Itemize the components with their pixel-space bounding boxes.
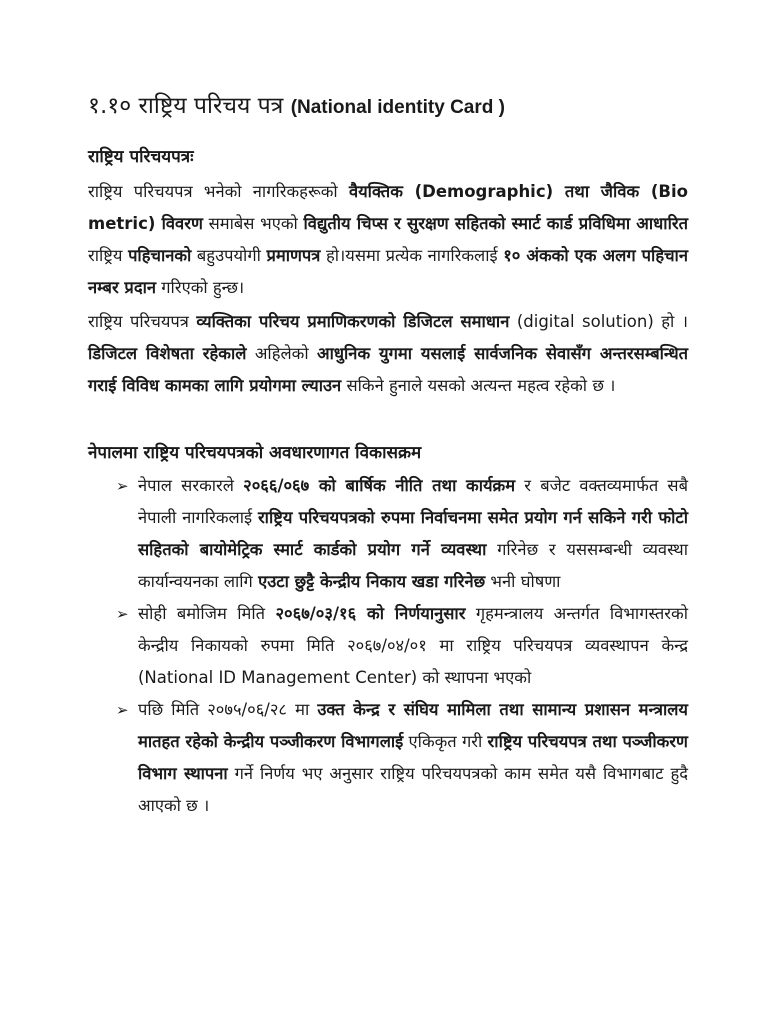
bold-text-run: पहिचानको: [128, 246, 192, 265]
text-run: अहिलेको: [246, 344, 317, 363]
text-run: गरिनेछ र यससम्बन्धी व्यवस्था कार्यान्वयनका लागि: [138, 540, 689, 591]
bold-text-run: २०६७/०३/१६ को निर्णयानुसार: [275, 604, 466, 623]
text-run: र बजेट वक्तव्यमार्फत सबै नेपाली नागरिकलाई: [138, 476, 688, 527]
bullet-list: [88, 470, 688, 822]
text-run: राष्ट्रिय परिचयपत्र भनेको नागरिकहरूको: [88, 182, 349, 201]
text-run: पछि मिति २०७५/०६/२८ मा: [138, 700, 318, 719]
text-run: एकिकृत गरी: [403, 732, 488, 751]
bold-text-run: एउटा छुट्टै केन्द्रीय निकाय खडा गरिनेछ: [258, 572, 486, 591]
page-title: [88, 88, 688, 126]
paragraph-digital-solution: [88, 306, 688, 402]
section-title: नेपालमा राष्ट्रिय परिचयपत्रको अवधारणागत विकासक्रम: [88, 443, 422, 463]
text-run: समाबेस भएको: [202, 214, 304, 233]
bold-text-run: वैयक्तिक (Demographic) तथा जैविक (Bio metric) विवरण: [88, 182, 688, 233]
bold-text-run: २०६६/०६७ को बार्षिक नीति तथा कार्यक्रम: [243, 476, 516, 495]
text-run: भनी घोषणा: [485, 572, 561, 591]
text-run: हो।यसमा प्रत्येक नागरिकलाई: [320, 246, 504, 265]
text-run: नेपाल सरकारले: [138, 476, 244, 495]
bold-text-run: आधुनिक युगमा यसलाई सार्वजनिक सेवासँग अन्तरसम्बन्धित गराई विविध कामका लागि प्रयोगमा ल्याउन: [88, 344, 689, 395]
list-item: [116, 694, 688, 822]
list-item: [116, 470, 688, 598]
arrow-right-icon: ➢: [116, 701, 129, 719]
title-english: (National identity Card ): [290, 97, 505, 118]
text-run: बहुउपयोगी: [191, 246, 267, 265]
text-run: गर्ने निर्णय भए अनुसार राष्ट्रिय परिचयपत्रको काम समेत यसै विभागबाट हुदै आएको छ ।: [138, 764, 688, 815]
bold-text-run: प्रमाणपत्र: [266, 246, 321, 265]
text-run: गरिएको हुन्छ।: [156, 278, 245, 297]
arrow-right-icon: ➢: [116, 605, 129, 623]
bold-text-run: राष्ट्रिय परिचयपत्रको रुपमा निर्वाचनमा समेत प्रयोग गर्न सकिने गरी फोटो सहितको बायोमेट्रिक स्मार्ट कार्डको प्रयोग गर्ने व्यवस्था: [138, 508, 688, 559]
bold-text-run: राष्ट्रिय परिचयपत्र तथा पञ्जीकरण विभाग स्थापना: [138, 732, 688, 783]
text-run: गृहमन्त्रालय अन्तर्गत विभागस्तरको केन्द्रीय निकायको रुपमा मिति २०६७/०४/०१ मा राष्ट्रिय परिचयपत्र व्यवस्थापन केन्द्र (National ID Management Center) को स्थापना भएको: [138, 604, 689, 687]
section-number: १.१०: [88, 93, 132, 119]
bold-text-run: व्यक्तिका परिचय प्रमाणिकरणको डिजिटल समाधान: [196, 312, 510, 331]
bold-text-run: उक्त केन्द्र र संघिय मामिला तथा सामान्य प्रशासन मन्त्रालय मातहत रहेको केन्द्रीय पञ्जीकरण विभागलाई: [138, 700, 688, 751]
paragraph-definition: [88, 176, 688, 304]
text-run: राष्ट्रिय परिचयपत्र: [88, 312, 197, 331]
text-run: राष्ट्रिय: [88, 246, 129, 265]
arrow-right-icon: ➢: [116, 477, 129, 495]
bold-text-run: डिजिटल विशेषता रहेकाले: [88, 344, 247, 363]
bold-text-run: विद्युतीय चिप्स र सुरक्षण सहितको स्मार्ट कार्ड प्रविधिमा आधारित: [303, 214, 688, 233]
list-item: [116, 598, 688, 694]
text-run: सोही बमोजिम मिति: [138, 604, 276, 623]
bold-text-run: १० अंकको एक अलग पहिचान नम्बर प्रदान: [88, 246, 688, 297]
text-run: (digital solution) हो ।: [509, 312, 688, 331]
text-run: सकिने हुनाले यसको अत्यन्त महत्व रहेको छ ।: [341, 376, 616, 395]
title-nepali: राष्ट्रिय परिचय पत्र: [138, 93, 284, 119]
subheading: राष्ट्रिय परिचयपत्रः: [88, 147, 194, 167]
